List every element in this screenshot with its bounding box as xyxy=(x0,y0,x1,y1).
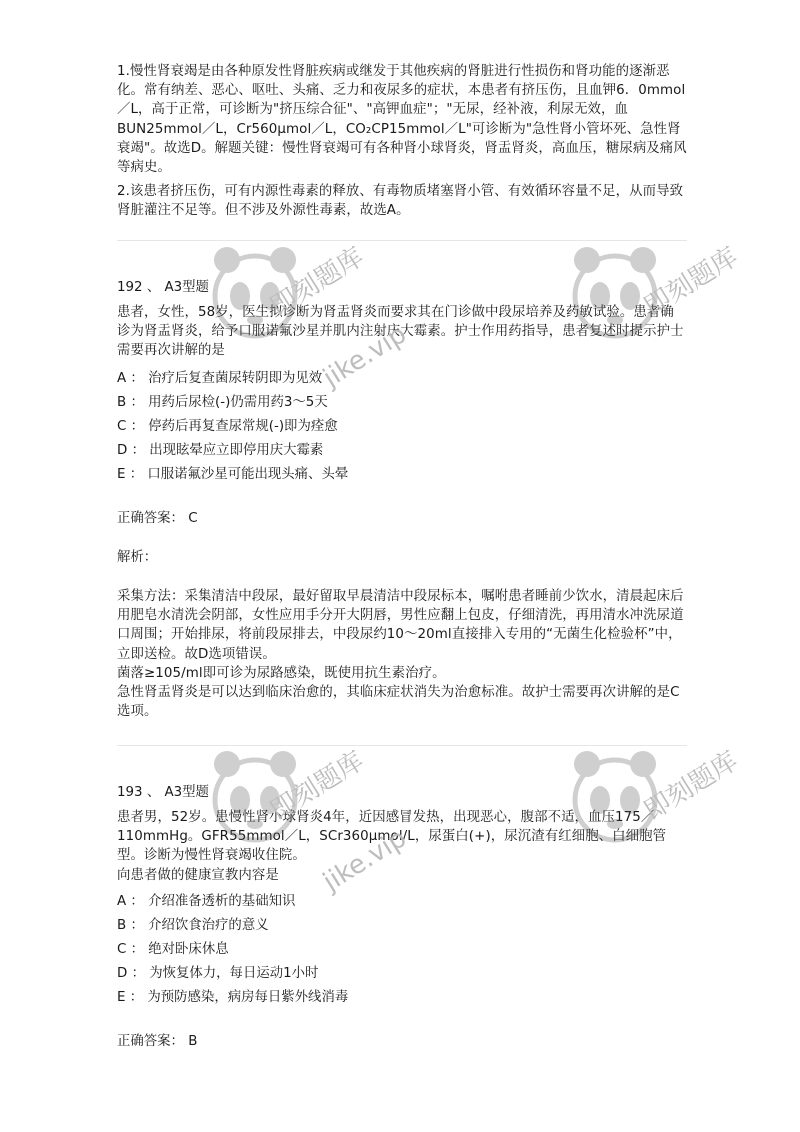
question-192-analysis-label: 解析： xyxy=(117,550,158,565)
question-192-stem: 患者，女性，58岁，医生拟诊断为肾盂肾炎而要求其在门诊做中段尿培养及药敏试验。患者确诊为肾盂肾炎，给予口服诺氟沙星并肌内注射庆大霉素。护士作用药指导，患者复述时提示护士需要再次讲解的是 xyxy=(117,305,684,359)
question-192-option-e: E ： 口服诺氟沙星可能出现头痛、头晕 xyxy=(117,467,349,482)
watermark-text: 即刻题库 xyxy=(265,241,370,323)
intro-paragraph-1: 1.慢性肾衰竭是由各种原发性肾脏疾病或继发于其他疾病的肾脏进行性损伤和肾功能的逐渐恶化。常有纳差、恶心、呕吐、头痛、乏力和夜尿多的症状，本患者有挤压伤，且血钾6．0mmol／L，高于正常，可诊断为"挤压综合征"、"高钾血症"；"无尿，经补液，利尿无效，血BUN25mmol／L，Cr560μmol／L，CO₂CP15mmol／L"可诊断为"急性肾小管坏死、急性肾衰竭"。故选D。解题关键：慢性肾衰竭可有各种肾小球肾炎，肾盂肾炎，高血压，糖尿病及痛风等病史。 xyxy=(117,64,687,176)
watermark-text: 即刻题库 xyxy=(639,745,744,827)
watermark-text: jike.vip xyxy=(318,823,412,898)
question-192-analysis: 采集方法：采集清洁中段尿，最好留取早晨清洁中段尿标本，嘱咐患者睡前少饮水，清晨起床后用肥皂水清洗会阴部，女性应用手分开大阴唇，男性应翻上包皮，仔细清洗，再用清水冲洗尿道口周围；开始排尿，将前段尿排去，中段尿约10～20ml直接排入专用的“无菌生化检验杯”中，立即送检。故D选项错误。 菌落≥105/ml即可诊为尿路感染，既使用抗生素治疗。 急性肾盂肾炎是可以达到临床治愈的，其临床症状消失为治愈标准。故护士需要再次讲解的是C选项。 xyxy=(117,589,684,720)
question-193-answer: 正确答案： B xyxy=(117,1034,198,1049)
section-divider xyxy=(117,240,687,241)
question-192-option-d: D ： 出现眩晕应立即停用庆大霉素 xyxy=(117,443,324,458)
watermark-text: jike.vip xyxy=(318,319,412,394)
section-divider xyxy=(117,745,687,746)
question-193-stem: 患者男，52岁。患慢性肾小球肾炎4年，近因感冒发热，出现恶心，腹部不适，血压175／110mmHg。GFR55mmol／L，SCr360μmol/L，尿蛋白(+)，尿沉渣有红细胞、白细胞管型。诊断为慢性肾衰竭收住院。 向患者做的健康宣教内容是 xyxy=(117,810,667,883)
question-193-option-b: B ： 介绍饮食治疗的意义 xyxy=(117,918,269,933)
question-193-option-e: E ： 为预防感染，病房每日紫外线消毒 xyxy=(117,990,349,1005)
question-192-option-c: C ： 停药后再复查尿常规(-)即为痊愈 xyxy=(117,419,338,434)
question-193-option-d: D ： 为恢复体力，每日运动1小时 xyxy=(117,966,319,981)
question-192-option-b: B ： 用药后尿检(-)仍需用药3～5天 xyxy=(117,395,328,410)
question-193-option-a: A ： 介绍准备透析的基础知识 xyxy=(117,894,296,909)
question-192-answer: 正确答案： C xyxy=(117,511,198,526)
question-192-option-a: A ： 治疗后复查菌尿转阴即为见效 xyxy=(117,371,323,386)
question-192-header: 192 、 A3型题 xyxy=(117,280,209,295)
question-193-option-c: C ： 绝对卧床休息 xyxy=(117,942,229,957)
intro-paragraph-2: 2.该患者挤压伤，可有内源性毒素的释放、有毒物质堵塞肾小管、有效循环容量不足，从而导致肾脏灌注不足等。但不涉及外源性毒素，故选A。 xyxy=(117,184,684,219)
question-193-header: 193 、 A3型题 xyxy=(117,785,209,800)
watermark-text: 即刻题库 xyxy=(265,745,370,827)
watermark-text: 即刻题库 xyxy=(639,241,744,323)
